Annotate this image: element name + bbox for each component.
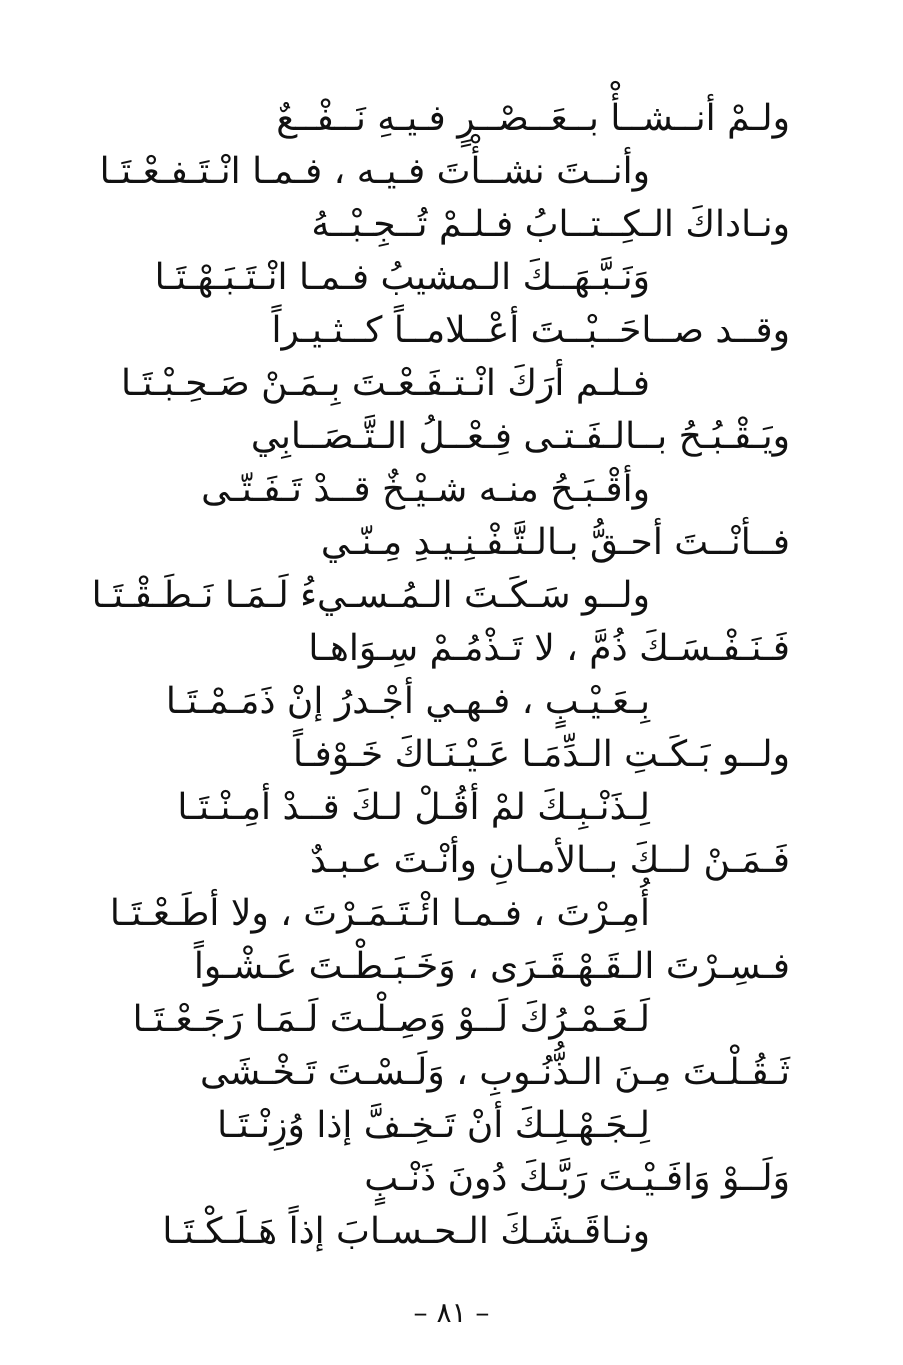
verse-first-hemistich <box>150 1046 790 1099</box>
hemistich-text: وَلَــوْ وَافَـيْـتَ رَبَّـكَ دُونَ ذَنْـبٍ <box>364 1158 790 1199</box>
hemistich-text: ونـاقَـشَـكَ الـحـسـابَ إذاً هَـلَـكْـتَـا <box>162 1211 650 1252</box>
verse-first-hemistich <box>150 516 790 569</box>
hemistich-text: ونـاداكَ الـكِــتــابُ فـلـمْ تُــجِـبْــهُ <box>311 204 790 245</box>
verse-second-hemistich <box>132 993 790 1046</box>
verse-first-hemistich <box>150 92 790 145</box>
poem <box>91 92 790 1258</box>
verse-first-hemistich <box>150 834 790 887</box>
hemistich-text: وأقْـبَـحُ منـه شـيْـخٌ قــدْ تَـفَـتّـى <box>201 469 650 510</box>
verse-second-hemistich <box>150 1205 790 1258</box>
verse-first-hemistich <box>150 622 790 675</box>
hemistich-text: ثَـقُـلْـتَ مِـنَ الـذُّنُـوبِ ، وَلَـسْـتَ تَـخْـشَى <box>199 1052 790 1093</box>
hemistich-text: أُمِـرْتَ ، فـمـا ائْـتَـمَـرْتَ ، ولا أطَـعْـتَـا <box>109 893 650 934</box>
page-number: – ٨١ – <box>413 1296 490 1329</box>
hemistich-text: ولــو سَـكَـتَ الـمُـسـيءُ لَـمَـا نَـطَـقْـتَـا <box>91 575 650 616</box>
hemistich-text: وأنــتَ نشــأْتَ فـيـه ، فـمـا انْـتَـفـعْـتَـا <box>99 151 650 192</box>
verse-first-hemistich <box>150 198 790 251</box>
verse-first-hemistich <box>150 304 790 357</box>
hemistich-text: ولـمْ أنــشــأْ بــعَــصْــرٍ فـيـهِ نَــفْــعٌ <box>276 98 790 139</box>
verse-second-hemistich <box>150 781 790 834</box>
verse-first-hemistich <box>150 410 790 463</box>
hemistich-text: فَـمَـنْ لــكَ بــالأمـانِ وأنْـتَ عـبـدٌ <box>309 840 790 881</box>
hemistich-text: بِـعَـيْـبٍ ، فـهـي أجْـدرُ إنْ ذَمَـمْـتَـا <box>165 681 650 722</box>
hemistich-text: فـسِـرْتَ الـقَـهْـقَـرَى ، وَخَـبَـطْـتَ عَـشْـواً <box>193 946 790 987</box>
verse-first-hemistich <box>150 728 790 781</box>
verse-second-hemistich <box>150 251 790 304</box>
verse-second-hemistich <box>120 357 790 410</box>
hemistich-text: لِـجَـهْـلِـكَ أنْ تَـخِـفَّ إذا وُزِنْـتَـا <box>217 1105 650 1146</box>
hemistich-text: فـلـم أرَكَ انْـتـفَـعْـتَ بِـمَـنْ صَـحِـبْـتَـا <box>120 363 650 404</box>
verse-second-hemistich <box>99 145 790 198</box>
hemistich-text: ولــو بَـكَـتِ الـدِّمَـا عَـيْـنَـاكَ خَـوْفـاً <box>293 734 790 775</box>
verse-second-hemistich <box>150 463 790 516</box>
hemistich-text: وقــد صــاحَــبْــتَ أعْــلامــاً كــثـيـراً <box>271 310 790 351</box>
verse-second-hemistich <box>150 1099 790 1152</box>
verse-second-hemistich <box>150 675 790 728</box>
hemistich-text: فــأنْــتَ أحـقُّ بـالـتَّـفْـنِـيـدِ مِـنّـي <box>320 522 790 563</box>
hemistich-text: لِـذَنْـبِـكَ لمْ أقُـلْ لـكَ قــدْ أمِـنْـتَـا <box>177 787 650 828</box>
verse-second-hemistich <box>109 887 790 940</box>
hemistich-text: لَـعَـمْـرُكَ لَــوْ وَصِـلْـتَ لَـمَـا رَجَـعْـتَـا <box>132 999 650 1040</box>
hemistich-text: وَنَـبَّـهَــكَ الـمشيبُ فـمـا انْـتَـبَـهْـتَـا <box>154 257 650 298</box>
verse-second-hemistich <box>91 569 790 622</box>
hemistich-text: ويَـقْـبُـحُ بــالـفَـتـى فِـعْــلُ الـتَّـصَــابِي <box>250 416 790 457</box>
hemistich-text: فَـنَـفْـسَـكَ ذُمَّ ، لا تَـذْمُـمْ سِـوَاهـا <box>308 628 790 669</box>
verse-first-hemistich <box>150 940 790 993</box>
verse-first-hemistich <box>150 1152 790 1205</box>
